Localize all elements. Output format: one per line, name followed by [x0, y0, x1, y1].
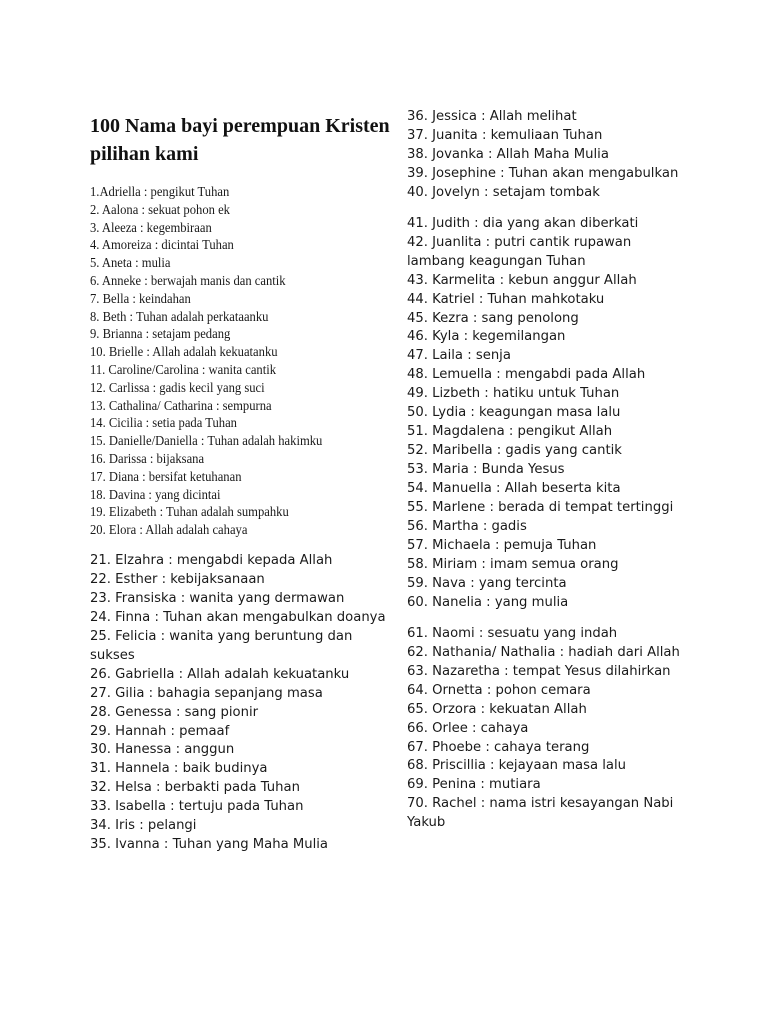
list-item: 45. Kezra : sang penolong [407, 310, 579, 326]
list-item: 9. Brianna : setajam pedang [90, 327, 231, 343]
list-item: 36. Jessica : Allah melihat [407, 109, 577, 124]
list-item: 67. Phoebe : cahaya terang [407, 739, 590, 755]
list-item: 8. Beth : Tuhan adalah perkataanku [90, 309, 269, 325]
list-item: 60. Nanelia : yang mulia [407, 594, 569, 610]
list-item: 5. Aneta : mulia [90, 256, 171, 272]
list-item: 17. Diana : bersifat ketuhanan [90, 469, 242, 485]
list-item: 65. Orzora : kekuatan Allah [407, 701, 587, 717]
list-item: 18. Davina : yang dicintai [90, 487, 221, 503]
list-item: 15. Danielle/Daniella : Tuhan adalah hakimku [90, 434, 323, 450]
list-item: 50. Lydia : keagungan masa lalu [407, 405, 621, 421]
list-item: 55. Marlene : berada di tempat tertinggi [407, 500, 674, 516]
right-name-list-2 [407, 215, 687, 613]
right-column [407, 108, 687, 833]
list-item: 56. Martha : gadis [407, 519, 527, 535]
list-item: 27. Gilia : bahagia sepanjang masa [90, 685, 323, 701]
list-item: 61. Naomi : sesuatu yang indah [407, 625, 618, 641]
list-item: 30. Hanessa : anggun [90, 742, 235, 758]
list-item: 39. Josephine : Tuhan akan mengabulkan [407, 165, 679, 181]
list-item: 68. Priscillia : kejayaan masa lalu [407, 758, 627, 774]
list-item: 53. Maria : Bunda Yesus [407, 462, 565, 478]
list-item: 49. Lizbeth : hatiku untuk Tuhan [407, 386, 620, 402]
list-item: 69. Penina : mutiara [407, 777, 541, 793]
list-item: 33. Isabella : tertuju pada Tuhan [90, 799, 304, 815]
right-name-list-1 [407, 108, 687, 203]
list-item: 3. Aleeza : kegembiraan [90, 220, 212, 236]
list-item: 52. Maribella : gadis yang cantik [407, 443, 622, 459]
list-item: 24. Finna : Tuhan akan mengabulkan doanya [90, 609, 386, 625]
list-item: 37. Juanita : kemuliaan Tuhan [407, 127, 603, 143]
list-item: 46. Kyla : kegemilangan [407, 329, 566, 345]
list-item: 6. Anneke : berwajah manis dan cantik [90, 273, 286, 289]
list-item: 20. Elora : Allah adalah cahaya [90, 523, 248, 539]
serif-name-list [90, 184, 390, 540]
list-item: 19. Elizabeth : Tuhan adalah sumpahku [90, 505, 289, 521]
list-item: 22. Esther : kebijaksanaan [90, 571, 265, 587]
list-item: 44. Katriel : Tuhan mahkotaku [407, 291, 605, 307]
list-item: 34. Iris : pelangi [90, 818, 197, 834]
list-item: 59. Nava : yang tercinta [407, 575, 567, 591]
list-item: 62. Nathania/ Nathalia : hadiah dari Allah [407, 644, 680, 660]
list-item: 26. Gabriella : Allah adalah kekuatanku [90, 666, 350, 682]
list-item: 29. Hannah : pemaaf [90, 723, 230, 739]
list-item: 23. Fransiska : wanita yang dermawan [90, 590, 345, 606]
list-item: 51. Magdalena : pengikut Allah [407, 424, 613, 440]
list-item: 32. Helsa : berbakti pada Tuhan [90, 780, 300, 796]
list-item: 47. Laila : senja [407, 348, 511, 364]
list-item: 42. Juanlita : putri cantik rupawan lambang keagungan Tuhan [407, 234, 632, 269]
list-item: 48. Lemuella : mengabdi pada Allah [407, 367, 646, 383]
list-item: 63. Nazaretha : tempat Yesus dilahirkan [407, 663, 671, 679]
list-item: 57. Michaela : pemuja Tuhan [407, 537, 597, 553]
list-item: 11. Caroline/Carolina : wanita cantik [90, 362, 277, 378]
list-gap [407, 203, 687, 215]
list-item: 10. Brielle : Allah adalah kekuatanku [90, 345, 278, 361]
list-item: 12. Carlissa : gadis kecil yang suci [90, 380, 265, 396]
list-item: 16. Darissa : bijaksana [90, 451, 205, 467]
list-item: 40. Jovelyn : setajam tombak [407, 184, 600, 200]
right-name-list-3 [407, 625, 687, 833]
list-item: 21. Elzahra : mengabdi kepada Allah [90, 552, 333, 568]
list-gap [90, 540, 390, 552]
list-item: 7. Bella : keindahan [90, 291, 191, 307]
list-item: 13. Cathalina/ Catharina : sempurna [90, 398, 272, 414]
list-item: 2. Aalona : sekuat pohon ek [90, 202, 230, 218]
list-item: 14. Cicilia : setia pada Tuhan [90, 416, 237, 432]
list-gap [407, 613, 687, 625]
list-item: 43. Karmelita : kebun anggur Allah [407, 272, 637, 288]
left-name-list [90, 552, 390, 855]
list-item: 28. Genessa : sang pionir [90, 704, 259, 720]
list-item: 58. Miriam : imam semua orang [407, 556, 619, 572]
list-item: 4. Amoreiza : dicintai Tuhan [90, 238, 234, 254]
list-item: 41. Judith : dia yang akan diberkati [407, 215, 639, 231]
list-item: 64. Ornetta : pohon cemara [407, 682, 591, 698]
list-item: 70. Rachel : nama istri kesayangan Nabi Yakub [407, 796, 674, 831]
list-item: 35. Ivanna : Tuhan yang Maha Mulia [90, 837, 329, 853]
list-item: 38. Jovanka : Allah Maha Mulia [407, 146, 609, 162]
list-item: 1.Adriella : pengikut Tuhan [90, 185, 230, 200]
list-item: 66. Orlee : cahaya [407, 720, 529, 736]
list-item: 54. Manuella : Allah beserta kita [407, 481, 621, 497]
document-title: 100 Nama bayi perempuan Kristen pilihan kami [90, 115, 390, 165]
left-column [90, 112, 390, 855]
list-item: 25. Felicia : wanita yang beruntung dan sukses [90, 628, 353, 663]
list-item: 31. Hannela : baik budinya [90, 761, 268, 777]
